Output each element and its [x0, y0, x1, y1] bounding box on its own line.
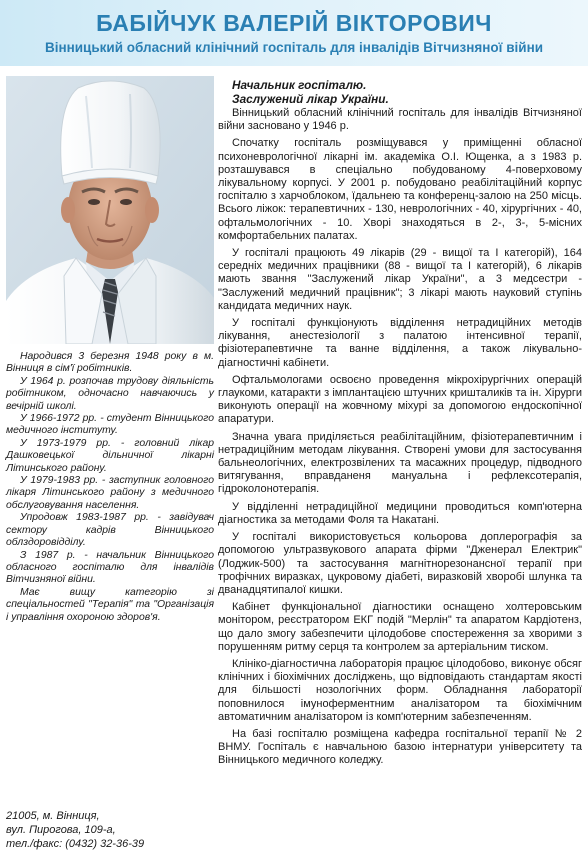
- page-header: [0, 0, 588, 66]
- article-paragraph: Вінницький обласний клінічний госпіталь для інвалідів Вітчизняної війни засновано у 1946 р.: [218, 107, 582, 133]
- bio-paragraph: У 1973-1979 рр. - головний лікар Дашковецької дільничної лікарні Літинського району.: [6, 437, 214, 474]
- honorary-title: Заслужений лікар України.: [232, 92, 389, 106]
- bio-paragraph: У 1964 р. розпочав трудову діяльність робітником, одночасно навчаючись у вечірній школі.: [6, 375, 214, 412]
- article-paragraph: Офтальмологами освоєно проведення мікрохірургічних операцій глаукоми, катаракти з імплантацією штучних кришталиків та ін. Хірурги виконують операції на жовчному міхурі за допомогою ендоскопічної апаратури.: [218, 373, 582, 426]
- bio-paragraph: Має вищу категорію зі спеціальностей "Терапія" та "Організація і управління охороною здоров'я.: [6, 586, 214, 623]
- article-paragraph: Спочатку госпіталь розміщувався у приміщенні обласної психоневрологічної лікарні ім. академіка О.І. Ющенка, а з 1983 р. розташувався в спеціально побудованому 4-поверховому лікувальному корпусі. У 2001 р. побудовано реабілітаційний корпус госпіталю з харчоблоком, їдальнею та конференц-залою на 250 місць. Всього ліжок: терапевтичних - 130, неврологічних - 40, хірургічних - 40, офтальмологічних - 10. Хворі знаходяться в 2-, 3-, 5-місних комфортабельних палатах.: [218, 137, 582, 242]
- article-paragraph: Значна увага приділяється реабілітаційним, фізіотерапевтичним і нетрадиційним методам лікування. Створені умови для застосування бальнеологічних, електрозвілених та масажних процедур, підводного витягування, вправданеня мануальна і рефлексотерапія, гідроколонотерапія.: [218, 430, 582, 496]
- phone-fax: тел./факс: (0432) 32-36-39: [6, 838, 145, 850]
- article-paragraph: У госпіталі використовується кольорова доплерографія за допомогою ультразвукового апарата фірми "Дженерал Електрик" (Лоджик-500) та застосування магнітнорезонансної терапії при трофічних виразках, цукровому діабеті, виразковій хворобі шлунка та дванадцятипалої кишки.: [218, 531, 582, 596]
- bio-paragraph: У 1966-1972 рр. - студент Вінницького медичного інституту.: [6, 413, 214, 437]
- bio-paragraph: Народився 3 березня 1948 року в м. Вінниця в сім'ї робітників.: [6, 351, 214, 375]
- bio-paragraph: У 1979-1983 рр. - заступник головного лікаря Літинського району з медичного обслуговування населення.: [6, 475, 214, 511]
- address-line: 21005, м. Вінниця,: [6, 810, 100, 822]
- contact-address: [6, 809, 214, 851]
- article-paragraph: У госпіталі функціонують відділення нетрадиційних методів лікування, анестезіології з палатою інтенсивної терапії, фізіотерапевтичне та ванне відділення, а також лікувально-діагностичні кабінети.: [218, 317, 582, 369]
- person-name: БАБІЙЧУК ВАЛЕРІЙ ВІКТОРОВИЧ: [96, 10, 492, 36]
- article-paragraph: Клініко-діагностична лабораторія працює цілодобово, виконує обсяг клінічних і біохімічних досліджень, що відповідають стандартам якості для більшості нозологічних форм. Обладнання лабораторії поповнилося імуноферментним аналізатором та біохімічним автоматичним аналізатором із комп'ютерним забезпеченням.: [218, 657, 582, 723]
- article-paragraph: На базі госпіталю розміщена кафедра госпітальної терапії № 2 ВНМУ. Госпіталь є навчальною базою інтернатури університету та Вінницького медичного коледжу.: [218, 727, 582, 767]
- biography: [6, 351, 214, 624]
- portrait-photo: [6, 76, 214, 344]
- article-paragraph: У госпіталі працюють 49 лікарів (29 - вищої та І категорій), 164 середніх медичних працівники (88 - вищої та І категорій), 6 лікарів мають звання "Заслужений лікар України", а 3 медсестри - "Заслужений медичний працівник"; 3 лікарі мають науковий ступінь кандидата медичних наук.: [218, 247, 582, 312]
- bio-paragraph: З 1987 р. - начальник Вінницького обласного госпіталю для інвалідів Вітчизняної війни.: [6, 549, 214, 586]
- main-article: [218, 78, 582, 768]
- organization-name: Вінницький обласний клінічний госпіталь для інвалідів Вітчизняної війни: [44, 40, 544, 55]
- article-paragraph: У відділенні нетрадиційної медицини проводиться комп'ютерна діагностика за методами Фоля та Накатані.: [218, 500, 582, 526]
- position-title: Начальник госпіталю.: [232, 78, 367, 92]
- address-line: вул. Пирогова, 109-а,: [6, 824, 116, 836]
- bio-paragraph: Упродовж 1983-1987 рр. - завідувач сектору кадрів Вінницького облздоровідділу.: [6, 512, 214, 549]
- article-paragraph: Кабінет функціональної діагностики оснащено холтеровським монітором, реєстратором ЕКГ подій "Мерлін" та апаратом Кардіотенз, що дало змогу забезпечити цілодобове спостереження за хворими з порушенням ритму серця та контролем за артеріальним тиском.: [218, 601, 582, 653]
